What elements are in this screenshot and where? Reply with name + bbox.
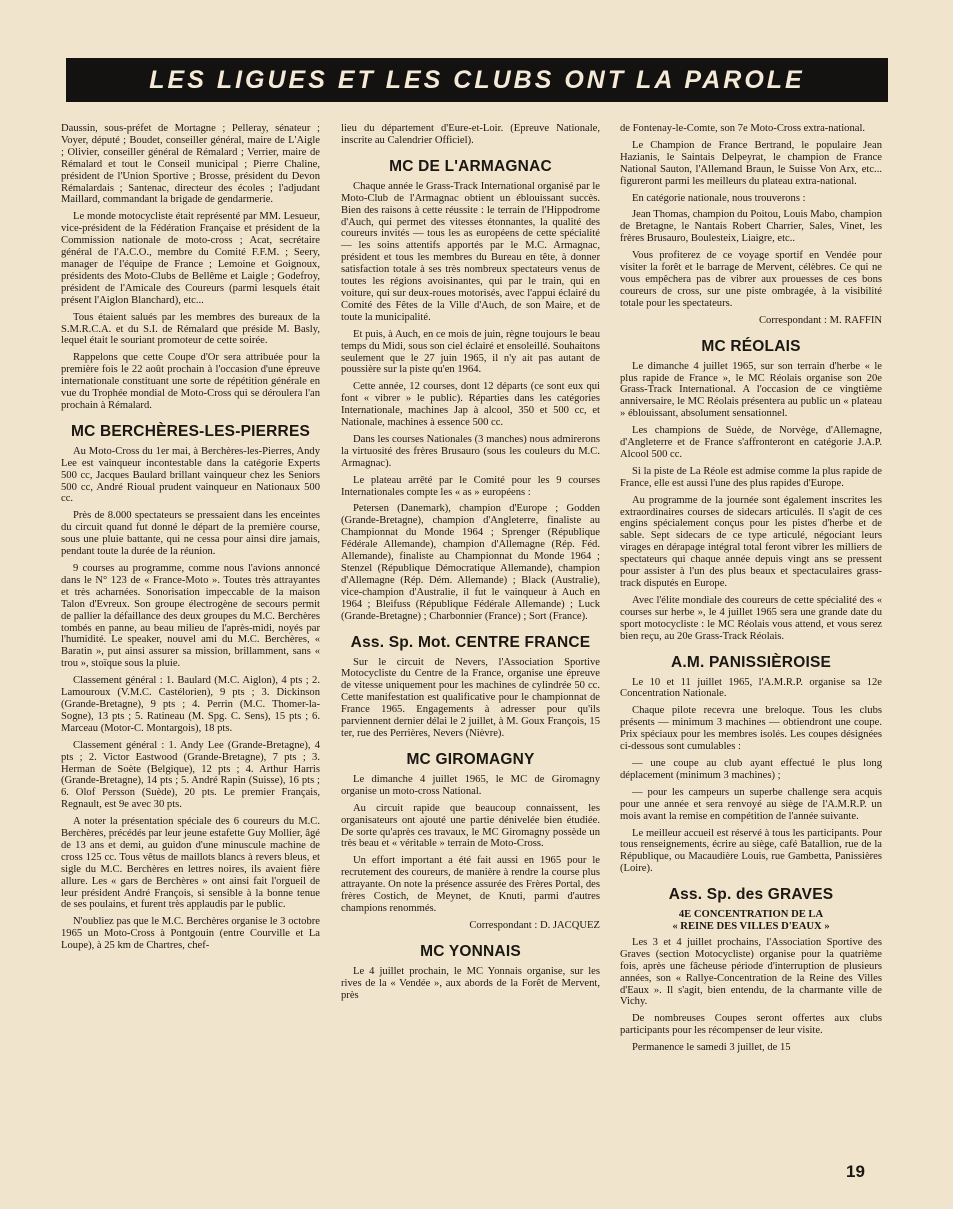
- paragraph: Le dimanche 4 juillet 1965, sur son terrain d'herbe « le plus rapide de France », le MC Réolais organise son 20e Grass-Track International. A l'occasion de ce vingtième anniversaire, le MC Réolais présentera au public un « plateau » éblouissant, absolument sensationnel.: [620, 360, 882, 420]
- paragraph: Le dimanche 4 juillet 1965, le MC de Giromagny organise un moto-cross National.: [341, 773, 600, 797]
- paragraph: Dans les courses Nationales (3 manches) nous admirerons la virtuosité des frères Brusauro (sous les couleurs du M.C. Armagnac).: [341, 433, 600, 469]
- paragraph: Le monde motocycliste était représenté par MM. Lesueur, vice-président de la Fédération Française et président de la Commission nationale de moto-cross ; Acat, secrétaire général de l'A.C.O., membre du Comité F.F.M. ; Seery, manager de l'équipe de France ; Lemoine et Goignoux, présidents des Moto-Clubs de Bellême et Laigle ; Godefroy, président de l'Amicale des Coureurs (parmi lesquels était présent l'Aiglon Blanchard), etc...: [61, 211, 320, 306]
- paragraph: Un effort important a été fait aussi en 1965 pour le recrutement des coureurs, de manière à rendre la course plus attrayante. On note la présence assurée des Frères Portal, des frères Costich, de Meynet, de Knuti, parmi d'autres champions renommés.: [341, 855, 600, 914]
- subheading-line: 4E CONCENTRATION DE LA: [678, 909, 824, 921]
- paragraph: Les 3 et 4 juillet prochains, l'Association Sportive des Graves (section Motocycliste) organise pour la quatrième fois, après une fâcheuse période d'interruption de plusieurs années, son « Rallye-Concentration de la Reine des Villes d'Eaux ». Il s'agit, bien entendu, de la charmante ville de Vichy.: [620, 936, 882, 1008]
- subheading-line: « REINE DES VILLES D'EAUX »: [672, 921, 830, 933]
- heading-mc-bercheres: MC BERCHÈRES-LES-PIERRES: [70, 422, 311, 440]
- banner-title: LES LIGUES ET LES CLUBS ONT LA PAROLE: [149, 65, 805, 94]
- column-3: [620, 123, 882, 1059]
- paragraph: Jean Thomas, champion du Poitou, Louis Mabo, champion de Bretagne, le Nantais Robert Charrier, Sales, Vinet, les frères Brusauro, Boulesteix, Liaigre, etc..: [620, 209, 882, 245]
- paragraph: Les champions de Suède, de Norvège, d'Allemagne, d'Angleterre et de France s'affronteront en catégorie J.A.P. Alcool 500 cc.: [620, 425, 882, 460]
- column-1: [61, 123, 320, 957]
- paragraph: Si la piste de La Réole est admise comme la plus rapide de France, elle est aussi l'une des plus rapides d'Europe.: [620, 465, 882, 489]
- paragraph: Le plateau arrêté par le Comité pour les 9 courses Internationales compte les « as » européens :: [341, 474, 600, 498]
- heading-mc-reolais: MC RÉOLAIS: [701, 337, 801, 355]
- paragraph: Près de 8.000 spectateurs se pressaient dans les enceintes du circuit quand fut donné le départ de la première course, sous une pluie battante, qui ne cessa pour ainsi dire jamais, pendant toute la durée de la réunion.: [61, 510, 320, 558]
- paragraph: Chaque année le Grass-Track International organisé par le Moto-Club de l'Armagnac obtient un éblouissant succès. Bien des raisons à cette réussite : le terrain de l'Hippodrome d'Auch, qui permet des vitesses étonnantes, la qualité des coureurs invités — tous les as européens de cette spécialité — les soins attentifs apportés par le M.C. Armagnac, président et tous les membres du Bureau en tête, à donner satisfaction totale à ses très nombreux spectateurs venus de toutes les régions avoisinantes, qui par le train, qui en voiture, qui sur deux-roues motorisés, avec l'appui éclairé du Comité des Fêtes de la Ville d'Auch, de son Maire, et de toute la municipalité.: [341, 180, 600, 323]
- paragraph: Rappelons que cette Coupe d'Or sera attribuée pour la première fois le 22 août prochain à l'occasion d'une épreuve internationale constituant une sorte de répétition générale en vue du Trophée mondial de Moto-Cross qui se déroulera l'an prochain à Rémalard.: [61, 352, 320, 411]
- paragraph: Au programme de la journée sont également inscrites les extraordinaires courses de sidecars articulés. Il s'agit de ces engins spécialement conçus pour les pistes d'herbe et de sable. Sept sidecars de ce type articulé, négociant leurs virages en dérapage intégral total feront vibrer les milliers de spectateurs qui chaque année depuis vingt ans se pressent pour assister à l'un des plus beaux et spectaculaires grass-track disputés en Europe.: [620, 494, 882, 589]
- heading-graves: Ass. Sp. des GRAVES: [668, 886, 834, 904]
- paragraph: Le Champion de France Bertrand, le populaire Jean Hazianis, le Saintais Delpeyrat, le champion de France National Sauton, l'Allemand Braun, le Suisse Von Arx, etc... figureront parmi les meilleurs du plateau extra-national.: [620, 139, 882, 187]
- paragraph: lieu du département d'Eure-et-Loir. (Epreuve Nationale, inscrite au Calendrier Officiel).: [341, 123, 600, 146]
- paragraph: Le 10 et 11 juillet 1965, l'A.M.R.P. organise sa 12e Concentration Nationale.: [620, 676, 882, 700]
- paragraph: A noter la présentation spéciale des 6 coureurs du M.C. Berchères, précédés par leur jeune estafette Guy Mollier, âgé de 13 ans et demi, au guidon d'une minuscule machine de cross 125 cc. Tous vêtus de maillots blancs à revers bleus, et sigle du M.C. Berchères en lettres noires, ils avaient fière allure. Les « gars de Berchères » ont ainsi fait l'orgueil de leur président André François, si sensible à la bonne tenue de ses poulains, et furent très applaudis par le public.: [61, 816, 320, 911]
- paragraph: Cette année, 12 courses, dont 12 départs (ce sont eux qui font « vibrer » le public). Réparties dans les catégories Internationale, machines Jap à alcool, 350 et 500 cc, et Nationale, machines à essence 500 cc.: [341, 381, 600, 429]
- paragraph: Sur le circuit de Nevers, l'Association Sportive Motocycliste du Centre de la France, organise une épreuve de vitesse uniquement pour les machines de cylindrée 50 cc. Cette manifestation est qualificative pour le championnat de France 1965. Engagements à adresser pour qu'ils parviennent dernier délai le 2 juillet, à M. Goux François, 15 ter, rue des Perrières, Nevers (Nièvre).: [341, 656, 600, 739]
- paragraph: Permanence le samedi 3 juillet, de 15: [632, 1042, 791, 1054]
- paragraph: Tous étaient salués par les membres des bureaux de la S.M.R.C.A. et du S.I. de Rémalard que préside M. Basly, lequel était le souriant promoteur de cette soirée.: [61, 311, 320, 347]
- paragraph: De nombreuses Coupes seront offertes aux clubs participants pour les récompenser de leur visite.: [620, 1013, 882, 1037]
- paragraph: Et puis, à Auch, en ce mois de juin, règne toujours le beau temps du Midi, sous son ciel éclairé et ensoleillé. Souhaitons seulement que le 27 juin 1965, il n'y ait pas autant de poussière sur la piste qu'en 1964.: [341, 328, 600, 376]
- paragraph: Au Moto-Cross du 1er mai, à Berchères-les-Pierres, Andy Lee est vainqueur incontestable dans la catégorie Experts 500 cc, Jacques Baulard brillant vainqueur chez les Seniors 500 cc, André Rioual prudent vainqueur en Nationaux 500 cc.: [61, 445, 320, 505]
- paragraph: N'oubliez pas que le M.C. Berchères organise le 3 octobre 1965 un Moto-Cross à Pontgouin (entre Courville et La Loupe), à 25 km de Chartres, chef-: [61, 916, 320, 952]
- heading-mc-armagnac: MC DE L'ARMAGNAC: [389, 157, 552, 175]
- paragraph: Vous profiterez de ce voyage sportif en Vendée pour visiter la forêt et le barrage de Mervent, célèbres. Ce qui ne vous empêchera pas de vibrer aux prouesses de ces bons coureurs de cross, sur une piste ombragée, à la visibilité totale pour les spectateurs.: [620, 250, 882, 309]
- paragraph: Classement général : 1. Andy Lee (Grande-Bretagne), 4 pts ; 2. Victor Eastwood (Grande-Bretagne), 7 pts ; 3. Herman de Soète (Belgique), 12 pts ; 4. Arthur Harris (Grande-Bretagne), 14 pts ; 5. André Rapin (Suisse), 16 pts ; 6. Olof Persson (Suède), 20 pts. Le premier Français, Regnault, est 9e avec 30 pts.: [61, 739, 320, 811]
- section-banner: [66, 58, 888, 102]
- paragraph: Chaque pilote recevra une breloque. Tous les clubs présents — minimum 3 machines — obtiendront une coupe. Prix spéciaux pour les membres isolés. Les coupes désignées ci-dessous sont cumulables :: [620, 705, 882, 753]
- heading-am-panissieroise: A.M. PANISSIÈROISE: [670, 653, 832, 671]
- paragraph: En catégorie nationale, nous trouverons :: [632, 192, 806, 204]
- paragraph: Classement général : 1. Baulard (M.C. Aiglon), 4 pts ; 2. Lamouroux (V.M.C. Castélorien), 9 pts ; 3. Dickinson (Grande-Bretagne), 9 pts ; 4. Perrin (M.C. Thomer-la-Sogne), 13 pts ; 5. Ratineau (M. Spg. C. Sens), 15 pts ; 6. Marceau (Motor-C. Montargois), 18 pts.: [61, 675, 320, 734]
- correspondent-signature: Correspondant : D. JACQUEZ: [469, 919, 600, 931]
- heading-mc-giromagny: MC GIROMAGNY: [406, 750, 535, 768]
- paragraph: — une coupe au club ayant effectué le plus long déplacement (minimum 3 machines) ;: [620, 757, 882, 781]
- paragraph: 9 courses au programme, comme nous l'avions annoncé dans le N° 123 de « France-Moto ». Toutes très attrayantes et très acharnées. Sonorisation impeccable de la maison Talon d'Evreux. Son groupe électrogène de secours permit de pallier la défaillance des deux groupes du M.C. Berchères tombés en panne, au beau milieu de l'après-midi, noyés par l'humidité. Le speaker, nouvel ami du M.C. Berchères, « Baratin », put ainsi assurer sa mission, brillamment, sans « trou », stoïque sous la pluie.: [61, 563, 320, 670]
- subheading-graves: [620, 909, 882, 933]
- heading-mc-yonnais: MC YONNAIS: [420, 942, 521, 960]
- paragraph: — pour les campeurs un superbe challenge sera acquis pour une année et sera renvoyé au siège de l'A.M.R.P. un mois avant la remise en compétition de l'année suivante.: [620, 786, 882, 822]
- paragraph: Le 4 juillet prochain, le MC Yonnais organise, sur les rives de la « Vendée », aux abords de la Forêt de Mervent, près: [341, 965, 600, 1001]
- paragraph: Au circuit rapide que beaucoup connaissent, les organisateurs ont ajouté une partie dénivelée bien étudiée. De sorte qu'après ces travaux, le MC Giromagny possède un très beau et « véritable » terrain de Moto-Cross.: [341, 802, 600, 850]
- paragraph: Daussin, sous-préfet de Mortagne ; Pelleray, sénateur ; Voyer, député ; Boudet, conseiller général, maire de L'Aigle ; Olivier, conseiller général de Rémalard ; Verrier, maire de Rémalard et tout le Conseil municipal ; Pierre Chaline, président de l'Union Sportive ; Brosse, président du Devon Rémalardais ; Santenac, directeur des écoles ; l'adjudant Maillard, commandant la brigade de gendarmerie.: [61, 123, 320, 206]
- column-2: [341, 123, 600, 1006]
- correspondent-signature: Correspondant : M. RAFFIN: [758, 314, 882, 326]
- paragraph: Le meilleur accueil est réservé à tous les participants. Pour tous renseignements, écrire au siège, café Batallion, rue de la République, ou Macaudière Louis, rue Gambetta, Panissières (Loire).: [620, 827, 882, 875]
- heading-centre-france: Ass. Sp. Mot. CENTRE FRANCE: [350, 633, 591, 651]
- page-number: 19: [846, 1162, 865, 1181]
- paragraph: Petersen (Danemark), champion d'Europe ; Godden (Grande-Bretagne), champion d'Angleterre, finaliste au Championnat du Monde 1964 ; Sprenger (République Fédérale Allemande), champion d'Allemagne (Rép. Féd. Allemande), finaliste au Championnat du Monde 1964 ; Stenzel (République Démocratique Allemande), champion d'Allemagne (Rép. Dém. Allemande) ; Black (Australie), vice-champion d'Australie, il fut le vainqueur à Auch en 1964 ; Bleifuss (République Fédérale Allemande) ; Luck (Grande-Bretagne) ; Charbonnier (France) ; Sort (France).: [341, 503, 600, 622]
- paragraph: de Fontenay-le-Comte, son 7e Moto-Cross extra-national.: [620, 123, 866, 134]
- paragraph: Avec l'élite mondiale des coureurs de cette spécialité des « courses sur herbe », le 4 juillet 1965 sera une grande date du sport motocycliste : le MC Réolais vous attend, et vous serez bien reçu, au 20e Grass-Track Réolais.: [620, 594, 882, 642]
